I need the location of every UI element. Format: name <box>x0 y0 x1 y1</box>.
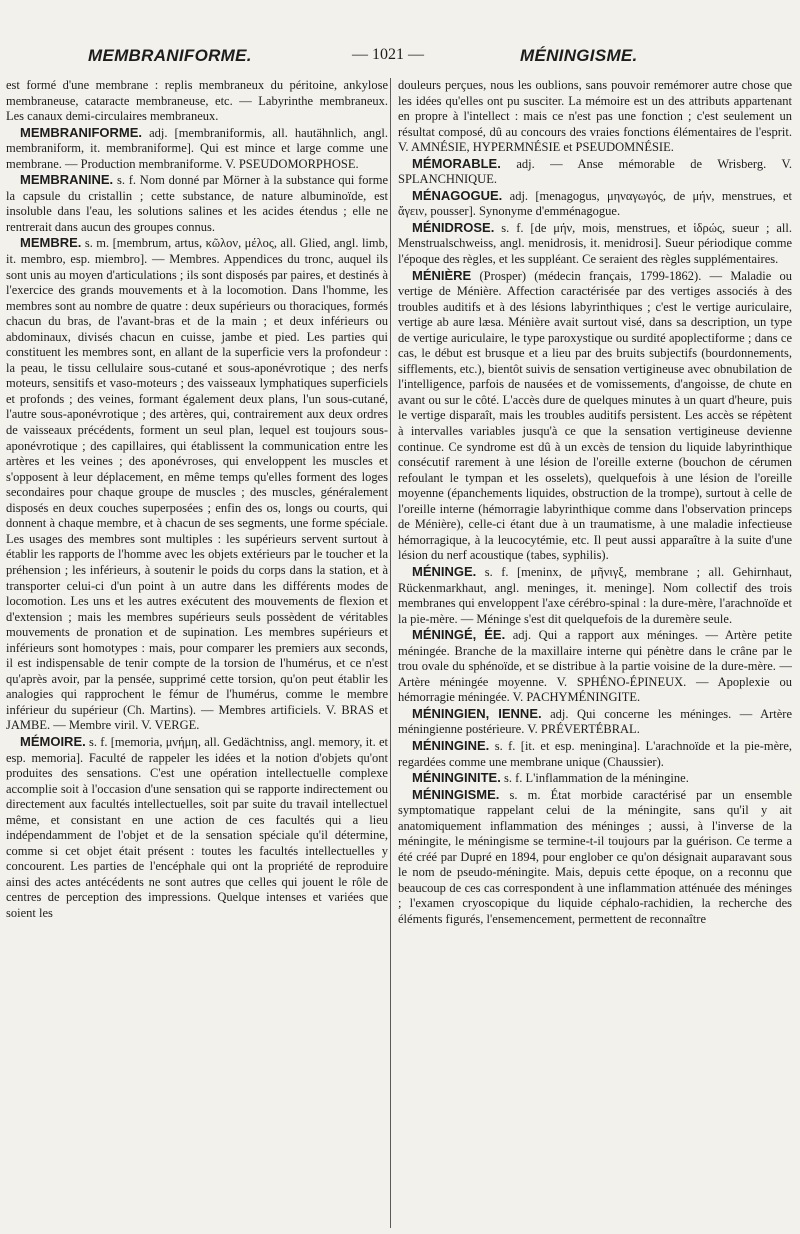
entry <box>398 738 792 770</box>
entry-text: adj. — Anse mémorable de Wrisberg. V. SPLANCHNIQUE. <box>398 156 792 187</box>
entry <box>398 706 792 738</box>
entry-headword: MÉNINGISME. <box>412 786 500 802</box>
entry-text: adj. [membraniformis, all. hautähnlich, angl. membraniform, it. membraniforme]. Qui est mince et large comme une membrane. — Production membraniforme. V. PSEUDOMORPHOSE. <box>6 125 388 171</box>
entry <box>398 188 792 220</box>
entry <box>6 172 388 235</box>
entry <box>398 220 792 268</box>
entry-text: s. f. L'inflammation de la méningine. <box>503 771 689 786</box>
entry <box>6 125 388 173</box>
entry-text: est formé d'une membrane : replis membraneux du péritoine, ankylose membraneuse, cataracte membraneuse, etc. — Labyrinthe membraneux. Les canaux demi-circulaires membraneux. <box>6 78 388 124</box>
entry <box>398 564 792 627</box>
entry-text: s. m. [membrum, artus, κῶλον, μέλος, all. Glied, angl. limb, it. membro, esp. miembro]. — Membres. Appendices du tronc, auquel ils sont unis au moyen d'articulations ; ils sont disposés par paires, et destinés à l'exercice des grands mouvements et à la locomotion. Dans l'homme, les membres sont au nombre de quatre : deux supérieurs ou thoraciques, formés chacun du bras, de l'avant-bras et de la main ; et deux inférieurs ou abdominaux, divisés chacun en cuisse, jambe et pied. Les parties qui constituent les membres sont, en allant de la superficie vers la profondeur : la peau, le tissu cellulaire sous-cutané et sous-aponévrotique ; des nerfs moteurs, sensitifs et vaso-moteurs ; des vaisseaux lymphatiques superficiels et profonds ; des veines, formant également deux plans, l'un sous-cutané, l'autre sous-aponévrotique ; des artères, qui, contrairement aux deux ordres de vaisseaux précédents, forment un seul plan, lequel est toujours sous-aponévrotique ; des capillaires, qui établissent la communication entre les artères et les veines ; des aponévroses, qui enveloppent les muscles et s'opposent à leur déplacement, en même temps qu'elles forment des loges secondaires pour chaque groupe de muscles ; des muscles, généralement disposés en deux couches superposées ; enfin des os, longs ou courts, qui donnent à chaque membre, et à chacun de ses segments, une forme spéciale. Les usages des membres sont multiples : les supérieurs servent surtout à établir les rapports de l'homme avec les objets extérieurs par le toucher et la préhension ; les inférieurs, à soutenir le poids du corps dans la station, et à transporter celui-ci d'un point à un autre dans les différents modes de locomotion. Les uns et les autres exécutent des mouvements de flexion et d'extension ; mais les membres supérieurs seuls possèdent de véritables mouvements de pronation et de supination. Les membres supérieurs et inférieurs sont homotypes : mais, pour comparer les premiers aux seconds, il est indispensable de tenir compte de la torsion de l'humérus, et ce n'est qu'après avoir, par la pensée, supprimé cette torsion, qu'on peut établir les analogies qui rapprochent le fémur de l'humérus, comme le membre inférieur du supérieur (Ch. Martins). — Membres artificiels. V. BRAS et JAMBE. — Membre viril. V. VERGE. <box>6 236 388 733</box>
entry <box>398 268 792 564</box>
entry <box>398 787 792 928</box>
entry-text: s. f. [it. et esp. meningina]. L'arachnoïde et la pie-mère, regardées comme une membrane unique (Chaussier). <box>398 738 792 769</box>
entry-text: s. m. État morbide caractérisé par un ensemble symptomatique rappelant celui de la méningite, sans qu'il y ait anatomiquement inflammation des méninges ; aussi, à l'inverse de la méningite, le méningisme se termine-t-il toujours par la guérison. Ce terme a été créé par Dupré en 1894, pour englober ce qu'on désignait auparavant sous le nom de pseudo-méningite. Mais, depuis cette époque, on a reconnu que beaucoup de ces cas correspondent à une inflammation atténuée des méninges ; l'examen cryoscopique du liquide céphalo-rachidien, la recherche des éléments figurés, l'ensemencement, permettent de reconnaître <box>398 787 792 926</box>
entry-text: adj. [menagogus, μηναγωγός, de μήν, menstrues, et ἄγειν, pousser]. Synonyme d'emménagogue. <box>398 188 792 219</box>
running-header <box>0 46 800 72</box>
entry-headword: MÉNINGIEN, IENNE. <box>412 705 542 721</box>
header-right-guideword: MÉNINGISME. <box>520 46 638 65</box>
entry-text: adj. Qui a rapport aux méninges. — Artère petite méningée. Branche de la maxillaire interne qui pénètre dans le crâne par le trou ovale du sphénoïde, et se distribue à la partie voisine de la dure-mère. — Artère méningée moyenne. V. SPHÉNO-ÉPINEUX. — Apoplexie ou hémorragie méningée. V. PACHYMÉNINGITE. <box>398 628 792 705</box>
entry <box>398 627 792 706</box>
entry-text: s. f. [meninx, de μῆνιγξ, membrane ; all. Gehirnhaut, Rückenmarkhaut, angl. meninges, it. meninge]. Nom collectif des trois membranes qui enveloppent l'axe cérébro-spinal : la dure-mère, l'arachnoïde et la pie-mère. — Méninge s'est dit quelquefois de la duremère seule. <box>398 564 792 626</box>
entry-headword: MÉNINGE. <box>412 563 477 579</box>
entry-text: douleurs perçues, nous les oublions, sans pouvoir remémorer autre chose que les idées qu'elles ont pu susciter. La mémoire est un des attributs appartenant en propre à l'intellect : mais ce n'est pas une fonction ; c'est seulement un résultat composé, dû au concours des vraies fonctions élémentaires de l'esprit. V. AMNÉSIE, HYPERMNÉSIE et PSEUDOMNÉSIE. <box>398 78 792 155</box>
entry <box>6 78 388 125</box>
entry-text: adj. Qui concerne les méninges. — Artère méningienne postérieure. V. PRÉVERTÉBRAL. <box>398 706 792 737</box>
entry-text: (Prosper) (médecin français, 1799-1862). — Maladie ou vertige de Ménière. Affection caractérisée par des vertiges associés à des troubles auditifs et à des lésions labyrinthiques ; c'est le vertige auriculaire, vertige ab aure læsa. Ménière avait surtout visé, dans sa description, un type de vertige auriculaire, le type paroxystique ou surdité apoplectiforme ; dans ce cas, le début est brusque et a lieu par des bruits subjectifs (bourdonnements, sifflements, etc.), bientôt suivis de sensation vertigineuse avec obnubilation de l'intelligence, parfois de nausées et de vomissements, d'angoisse, de chute en avant ou sur le côté. L'accès dure de quelques minutes à un quart d'heure, puis le vertige disparaît, mais les troubles auditifs persistent. Les accès se répètent à intervalles variables jusqu'à ce que la sensation vertigineuse devienne continue. Ce syndrome est dû à un excès de tension du liquide labyrinthique consécutif rarement à une lésion de l'oreille externe (bouchon de cérumen refoulant le tympan et les osselets), quelquefois à une lésion de l'oreille moyenne (épanchements liquides, obstruction de la trompe), surtout à celle de l'oreille interne (hémorragie labyrinthique comme dans l'observation princeps de Ménière), celle-ci étant due à un traumatisme, à une maladie infectieuse hémorragique, à la leucocytémie, etc. Il peut aussi apparaître à la suite d'une lésion du nerf acoustique (tabes, syphilis). <box>398 268 792 563</box>
entry-headword: MEMBRE. <box>20 235 82 251</box>
entry-text: s. f. [de μήν, mois, menstrues, et ἱδρώς, sueur ; all. Menstrualschweiss, angl. menidrosis, it. menidrosi]. Sueur périodique comme l'époque des règles, et les suppléant. Ce seraient des règles supplémentaires. <box>398 220 792 267</box>
entry <box>6 235 388 734</box>
entry-headword: MÉNINGINE. <box>412 737 490 753</box>
entry <box>398 78 792 156</box>
entry-text: s. f. Nom donné par Mörner à la substance qui forme la capsule du cristallin ; cette substance, de nature albuminoïde, est insoluble dans l'eau, les solutions salines et les acides étendus ; elle ne rentrerait dans aucun des groupes connus. <box>6 173 388 234</box>
entry-headword: MÉMOIRE. <box>20 733 86 749</box>
entry-headword: MÉNAGOGUE. <box>412 187 503 203</box>
entry-headword: MÉNINGINITE. <box>412 770 501 786</box>
entry-text: s. f. [memoria, μνήμη, all. Gedächtniss, angl. memory, it. et esp. memoria]. Faculté de rappeler les idées et la notion d'objets qu'ont produites des sensations. C'est une opération intellectuelle complexe accomplie soit à l'occasion d'une sensation qui se rapporte indirectement ou directement aux facultés intellectuelles, soit par suite du travail intellectuel même, et consistant en une action de ces facultés qui a lieu indépendamment de l'objet et de la sensation spéciale qu'il détermine, comme si cet objet était présent : toutes les facultés intellectuelles y concourent. Les parties de l'encéphale qui ont la propriété de reproduire ainsi des actes antécédents ne sont autres que celles qui jouent le rôle de centres de perception des impressions. Quelque intenses et variées que soient les <box>6 734 388 920</box>
entry-headword: MÉNIÈRE <box>412 267 472 283</box>
page-number: — 1021 — <box>352 46 424 63</box>
entry <box>398 770 792 787</box>
header-left-guideword: MEMBRANIFORME. <box>88 46 252 65</box>
entry <box>6 734 388 922</box>
left-column <box>6 78 388 1228</box>
column-divider <box>390 78 391 1228</box>
entry <box>398 156 792 188</box>
entry-headword: MEMBRANINE. <box>20 172 114 188</box>
entry-headword: MÉMORABLE. <box>412 155 501 171</box>
entry-headword: MÉNIDROSE. <box>412 219 495 235</box>
entry-headword: MÉNINGÉ, ÉE. <box>412 627 506 643</box>
entry-headword: MEMBRANIFORME. <box>20 124 143 140</box>
right-column <box>398 78 792 1228</box>
